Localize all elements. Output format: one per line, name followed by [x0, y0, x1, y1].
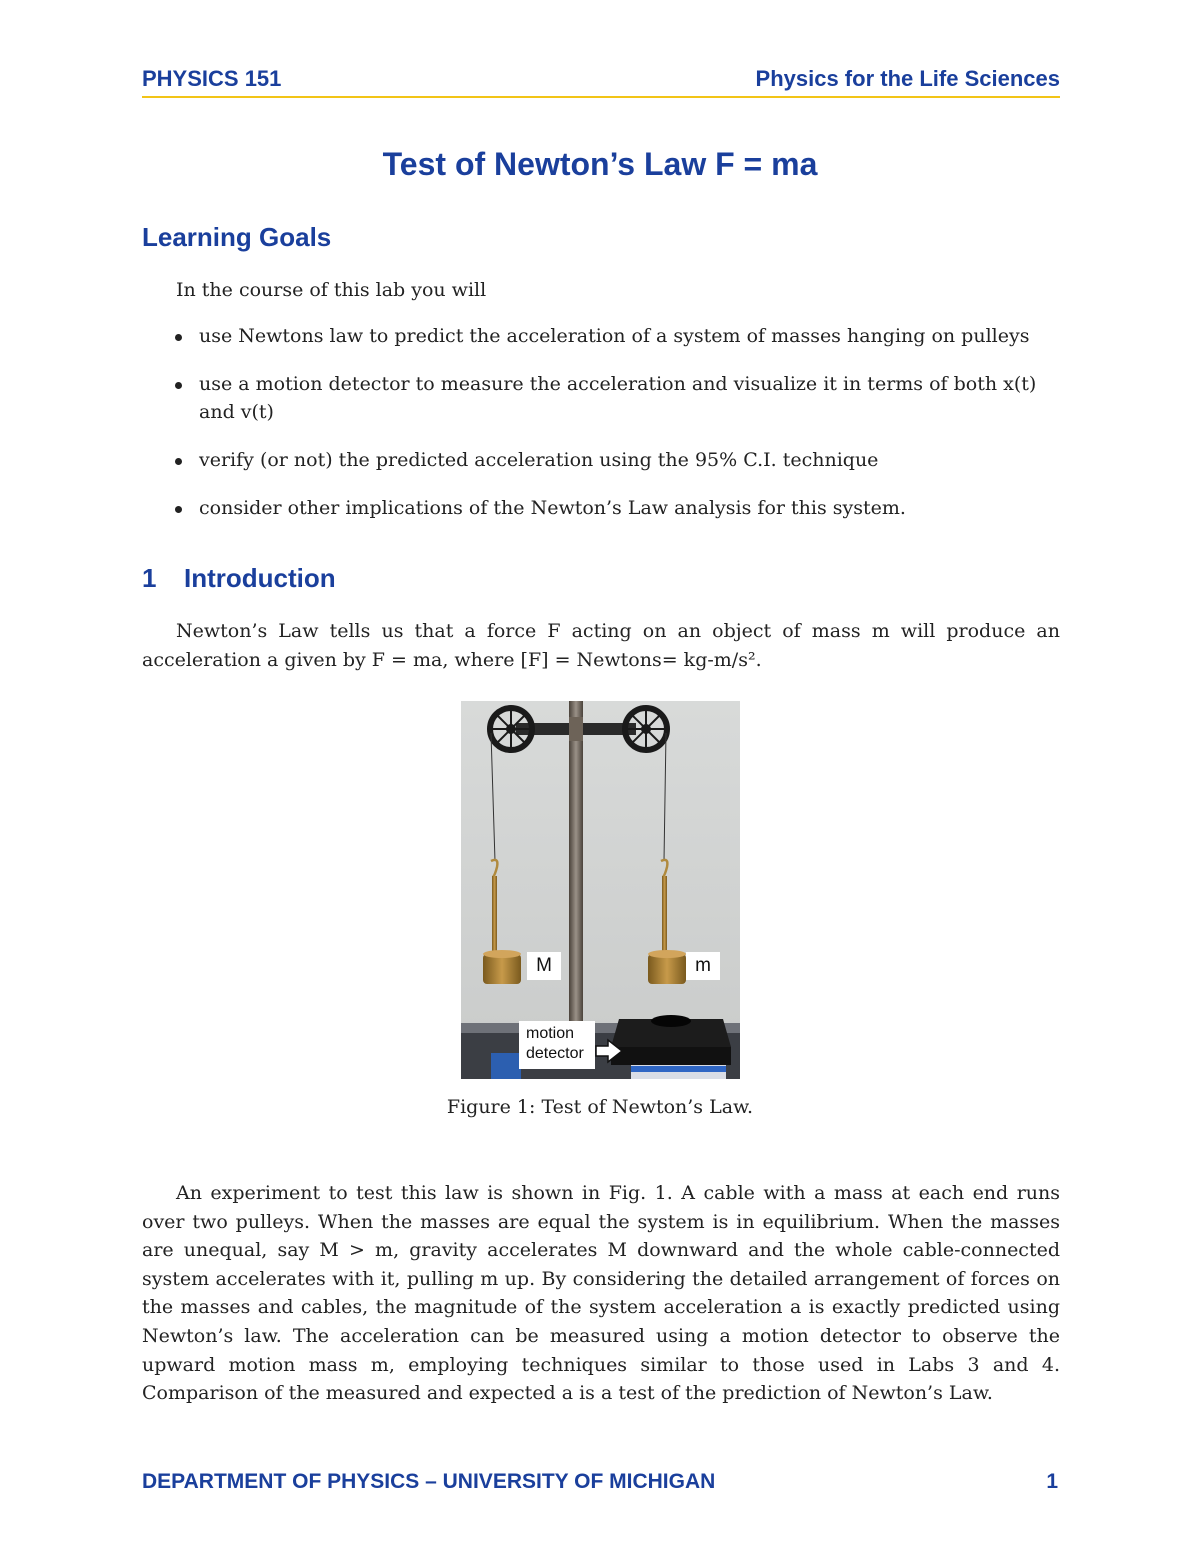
footer-department: DEPARTMENT OF PHYSICS – UNIVERSITY OF MICHIGAN [142, 1470, 716, 1493]
page-number: 1 [1046, 1470, 1058, 1493]
arrow-right-icon [594, 1038, 624, 1064]
header-course-title: Physics for the Life Sciences [755, 66, 1060, 91]
learning-goals-intro: In the course of this lab you will [176, 279, 487, 301]
bullet-icon [175, 506, 182, 513]
label-M: M [527, 952, 561, 980]
page-title: Test of Newton’s Law F = ma [382, 146, 818, 182]
learning-goals-heading: Learning Goals [142, 222, 332, 252]
bullet-icon [175, 382, 182, 389]
intro-paragraph-1: Newton’s Law tells us that a force F acting on an object of mass m will produce an acceleration a given by F = ma, where [F] = Newtons= kg-m/s². [142, 620, 1060, 671]
header-rule [142, 96, 1060, 98]
label-m: m [686, 952, 720, 980]
learning-goals-list [160, 322, 1060, 542]
intro-paragraph-2: An experiment to test this law is shown in Fig. 1. A cable with a mass at each end runs over two pulleys. When the masses are equal the system is in equilibrium. When the masses are unequal, say M > m, gravity accelerates M downward and the whole cable-connected system accelerates with it, pulling m up. By considering the detailed arrangement of forces on the masses and cables, the magnitude of the system acceleration a is exactly predicted using Newton’s law. The acceleration can be measured using a motion detector to observe the upward motion mass m, employing techniques similar to those used in Labs 3 and 4. Comparison of the measured and expected a is a test of the prediction of Newton’s Law. [142, 1182, 1060, 1405]
list-item: use Newtons law to predict the acceleration of a system of masses hanging on pulleys [160, 322, 1060, 350]
list-item: use a motion detector to measure the acceleration and visualize it in terms of both x(t) and v(t) [160, 370, 1060, 426]
header-course: PHYSICS 151 [142, 66, 282, 91]
list-item: consider other implications of the Newton’s Law analysis for this system. [160, 494, 1060, 522]
figure-caption: Figure 1: Test of Newton’s Law. [446, 1096, 754, 1118]
label-motion-detector: motion detector [519, 1021, 595, 1069]
bullet-icon [175, 334, 182, 341]
section-number: 1 [142, 563, 157, 593]
section-heading [142, 563, 336, 594]
list-item: verify (or not) the predicted acceleration using the 95% C.I. technique [160, 446, 1060, 474]
bullet-icon [175, 458, 182, 465]
section-title: Introduction [184, 563, 336, 593]
figure-photo [461, 701, 740, 1079]
